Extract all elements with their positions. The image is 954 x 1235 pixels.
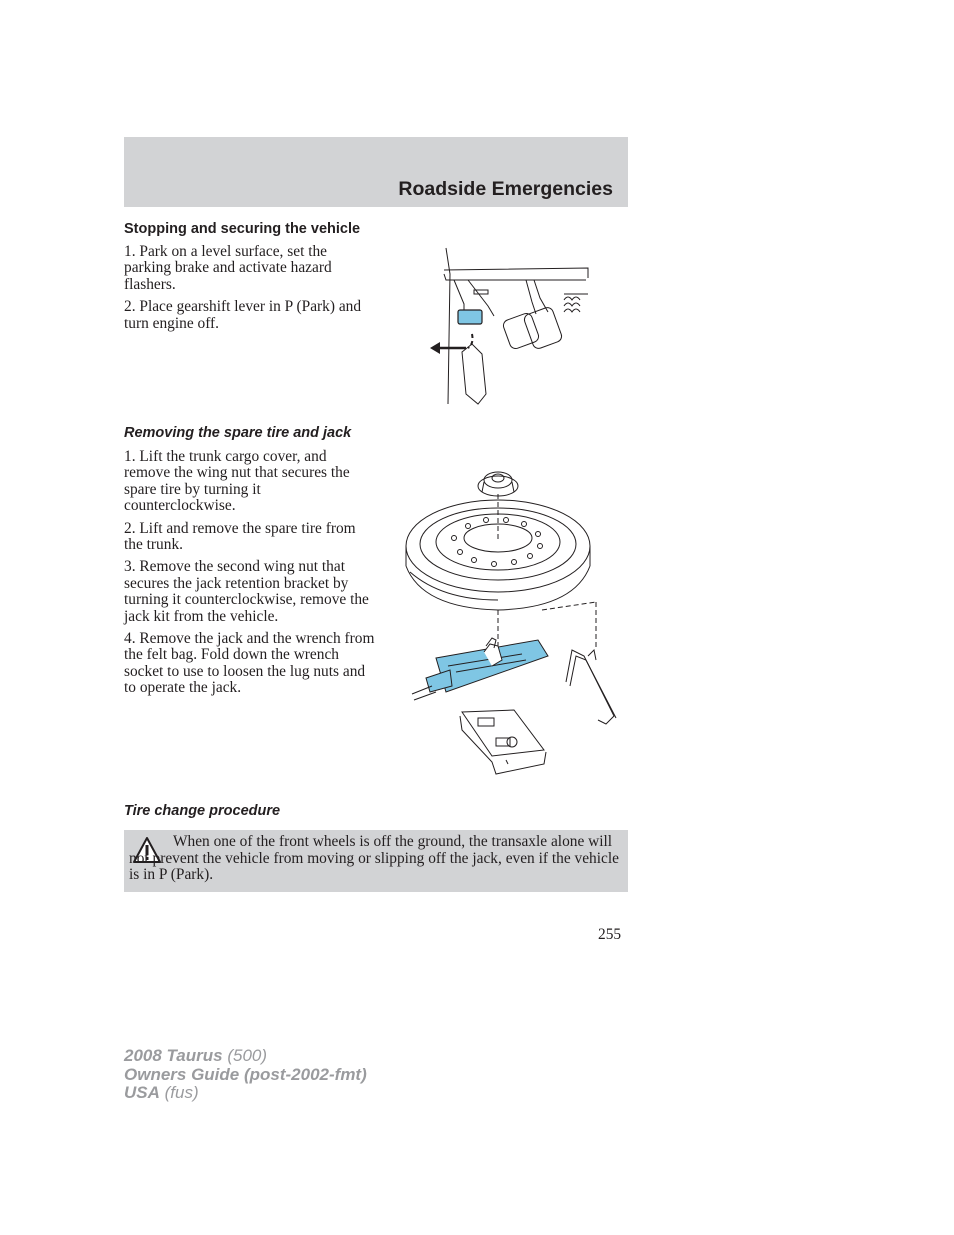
parking-brake-pedal [458, 310, 482, 324]
heading-tire-change: Tire change procedure [124, 803, 281, 819]
warning-box [124, 830, 628, 892]
stopping-step-2: 2. Place gearshift lever in P (Park) and turn engine off. [124, 298, 362, 332]
warning-text-block [129, 834, 621, 884]
jack-bracket-icon [566, 650, 616, 724]
release-arrow-icon [430, 342, 440, 354]
removing-step-1: 1. Lift the trunk cargo cover, and remove the wing nut that secures the spare tire by turning it counterclockwise. [124, 448, 350, 515]
heading-removing-spare: Removing the spare tire and jack [124, 425, 352, 441]
footer-line-1 [124, 1047, 367, 1066]
stopping-step-1: 1. Park on a level surface, set the parking brake and activate hazard flashers. [124, 243, 332, 293]
section-header-band [124, 137, 628, 207]
footer-model: 2008 Taurus [124, 1046, 223, 1065]
removing-step-4: 4. Remove the jack and the wrench from the felt bag. Fold down the wrench socket to use to loosen the lug nuts and to operate the jack. [124, 630, 375, 697]
footer [124, 1047, 367, 1103]
jack-tray-icon [460, 710, 546, 774]
stopping-steps [124, 244, 376, 338]
page-number: 255 [598, 926, 622, 943]
removing-step-2: 2. Lift and remove the spare tire from the trunk. [124, 519, 356, 554]
warning-text: When one of the front wheels is off the ground, the transaxle alone will not prevent the vehicle from moving or slipping off the jack, even if the vehicle is in P (Park). [129, 833, 619, 884]
spare-tire-icon [406, 500, 590, 610]
removing-steps [124, 449, 376, 703]
footer-market: USA [124, 1083, 160, 1102]
heading-stopping-securing: Stopping and securing the vehicle [124, 221, 361, 237]
footer-model-code: (500) [227, 1046, 268, 1065]
spare-tire-jack-illustration [402, 460, 622, 778]
footer-line-2 [124, 1066, 367, 1085]
wing-nut-icon [478, 472, 518, 496]
jack-felt-bag-icon [412, 638, 548, 700]
footer-market-code: (fus) [164, 1083, 199, 1102]
footer-guide: Owners Guide (post-2002-fmt) [124, 1064, 367, 1084]
removing-step-3: 3. Remove the second wing nut that secures the jack retention bracket by turning it counterclockwise, remove the jack kit from the vehicle. [124, 558, 369, 625]
footer-line-3 [124, 1084, 367, 1103]
parking-brake-illustration [418, 244, 598, 410]
section-title: Roadside Emergencies [398, 178, 613, 200]
